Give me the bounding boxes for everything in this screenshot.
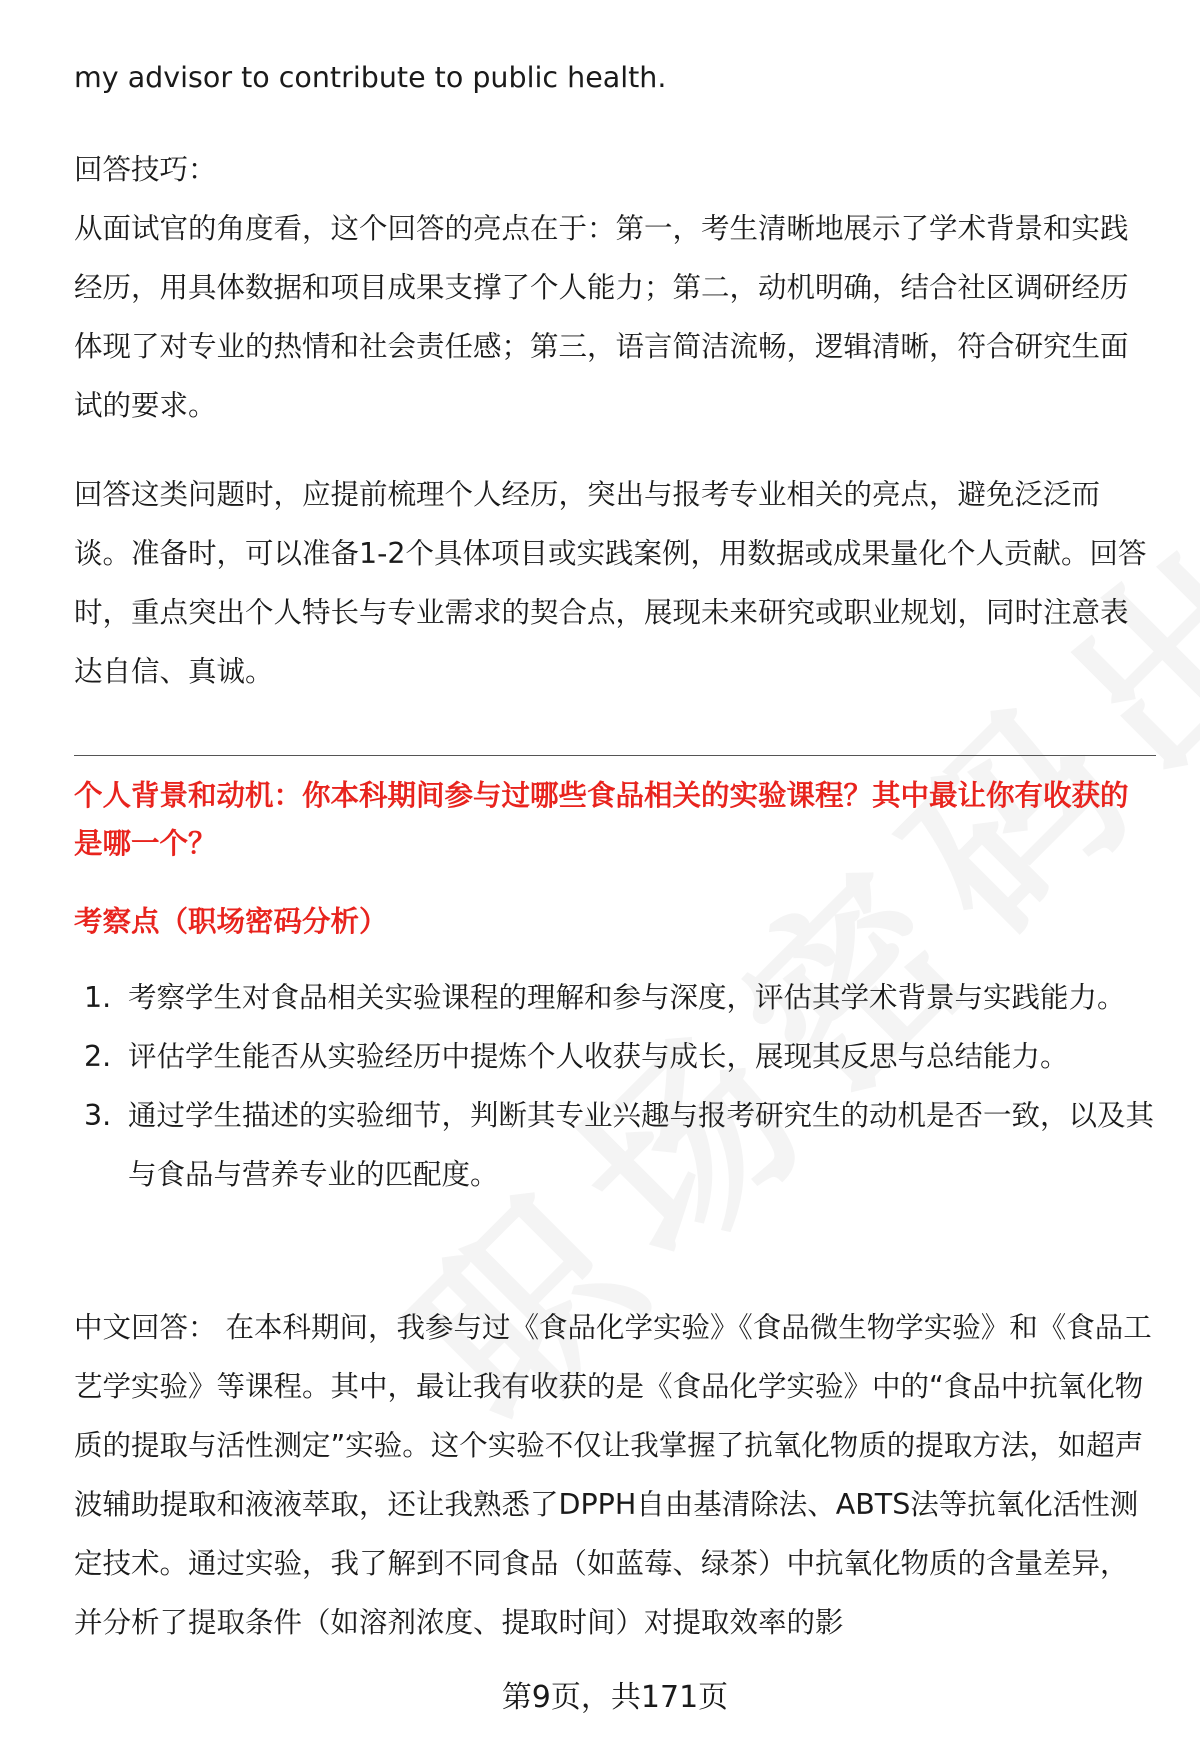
page-footer: 第9页，共171页 [501,1680,729,1715]
list-number: 1. [84,981,112,1014]
section-divider [74,755,1156,756]
list-item-text: 评估学生能否从实验经历中提炼个人收获与成长，展现其反思与总结能力。 [128,1040,1069,1073]
document-page [74,0,1156,1755]
list-number: 3. [84,1099,112,1132]
advice-paragraph: 回答这类问题时，应提前梳理个人经历，突出与报考专业相关的亮点，避免泛泛而谈。准备时，可以准备1-2个具体项目或实践案例，用数据或成果量化个人贡献。回答时，重点突出个人特长与专业需求的契合点，展现未来研究或职业规划，同时注意表达自信、真诚。 [74,478,1147,688]
list-item [74,968,1156,1027]
list-item-text: 通过学生描述的实验细节，判断其专业兴趣与报考研究生的动机是否一致，以及其与食品与营养专业的匹配度。 [128,1099,1155,1191]
answer-paragraph: 中文回答： 在本科期间，我参与过《食品化学实验》《食品微生物学实验》和《食品工艺学实验》等课程。其中，最让我有收获的是《食品化学实验》中的“食品中抗氧化物质的提取与活性测定”实验。这个实验不仅让我掌握了抗氧化物质的提取方法，如超声波辅助提取和液液萃取，还让我熟悉了DPPH自由基清除法、ABTS法等抗氧化活性测定技术。通过实验，我了解到不同食品（如蓝莓、绿茶）中抗氧化物质的含量差异，并分析了提取条件（如溶剂浓度、提取时间）对提取效率的影 [74,1311,1152,1639]
intro-paragraph: my advisor to contribute to public health. [74,61,667,94]
list-item-text: 考察学生对食品相关实验课程的理解和参与深度，评估其学术背景与实践能力。 [128,981,1126,1014]
points-list [74,968,1156,1204]
list-number: 2. [84,1040,112,1073]
question-heading: 个人背景和动机：你本科期间参与过哪些食品相关的实验课程？其中最让你有收获的是哪一个？ [74,779,1129,860]
list-item [74,1086,1156,1204]
subheading: 考察点（职场密码分析） [74,905,388,938]
tips-label: 回答技巧： [74,153,217,186]
list-item [74,1027,1156,1086]
tips-paragraph: 从面试官的角度看，这个回答的亮点在于：第一，考生清晰地展示了学术背景和实践经历，用具体数据和项目成果支撑了个人能力；第二，动机明确，结合社区调研经历体现了对专业的热情和社会责任感；第三，语言简洁流畅，逻辑清晰，符合研究生面试的要求。 [74,212,1129,422]
